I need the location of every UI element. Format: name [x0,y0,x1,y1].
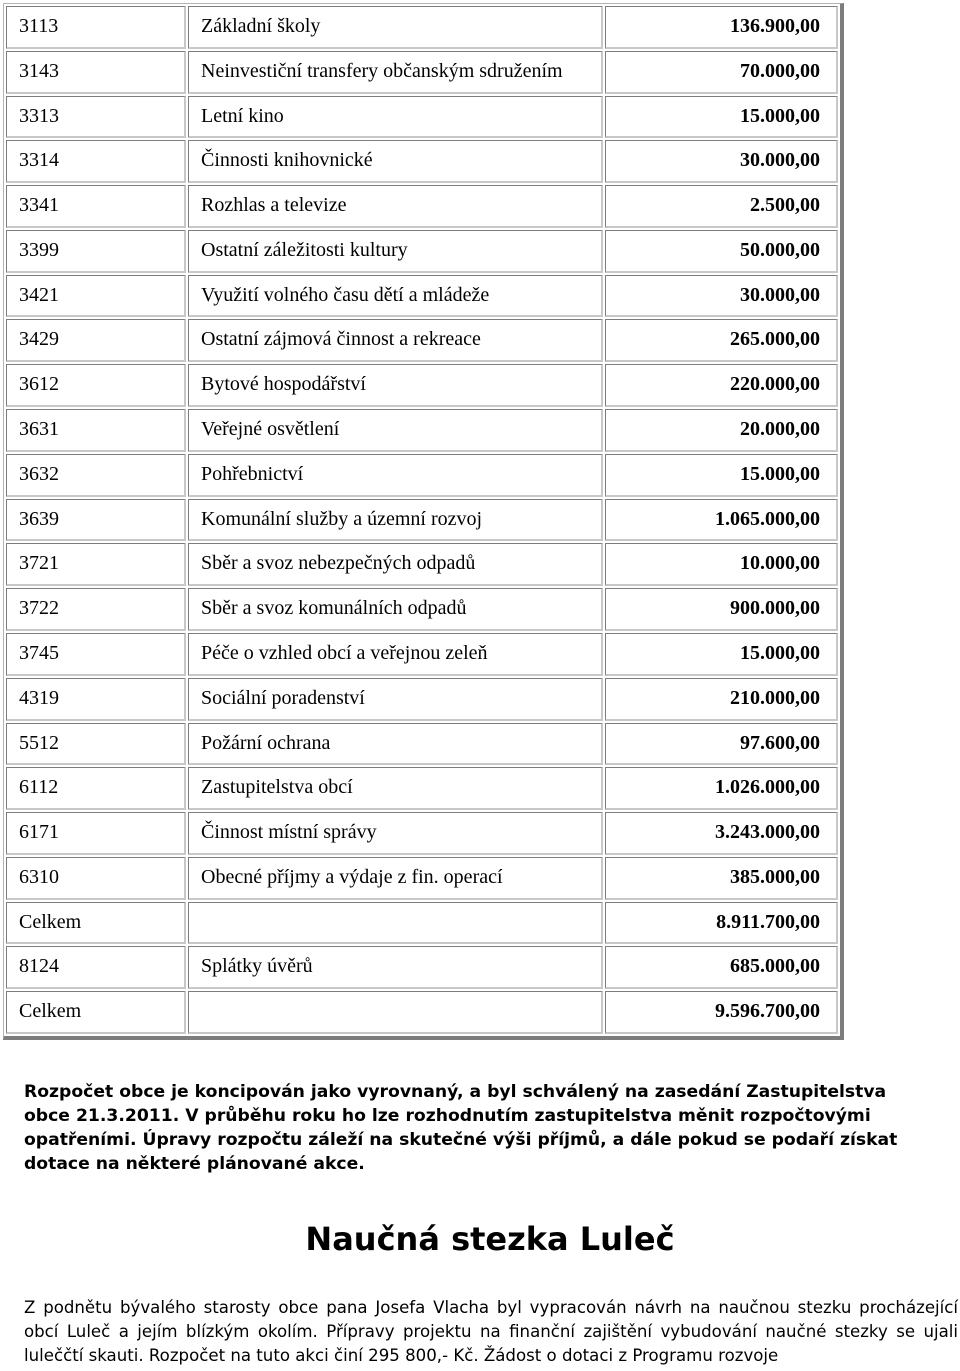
table-row [6,6,838,49]
row-name: Zastupitelstva obcí [188,767,603,810]
table-row [6,767,838,810]
table-row [6,454,838,497]
row-amount: 30.000,00 [605,275,838,318]
row-code: Celkem [6,902,186,945]
row-amount: 8.911.700,00 [605,902,838,945]
row-name: Komunální služby a územní rozvoj [188,499,603,542]
row-code: 3113 [6,6,186,49]
row-amount: 265.000,00 [605,319,838,362]
row-amount: 10.000,00 [605,543,838,586]
row-amount: 136.900,00 [605,6,838,49]
row-name: Využití volného času dětí a mládeže [188,275,603,318]
row-amount: 30.000,00 [605,140,838,183]
budget-note: Rozpočet obce je koncipován jako vyrovnaný, a byl schválený na zasedání Zastupitelstva obce 21.3.2011. V průběhu roku ho lze rozhodnutím zastupitelstva měnit rozpočtovými opatřeními. Úpravy rozpočtu záleží na skutečné výši příjmů, a dále pokud se podaří získat dotace na některé plánované akce. [24,1082,898,1174]
row-amount: 70.000,00 [605,51,838,94]
table-row [6,409,838,452]
row-name: Ostatní zájmová činnost a rekreace [188,319,603,362]
section-intro: Z podnětu bývalého starosty obce pana Josefa Vlacha byl vypracován návrh na naučnou stezku procházející obcí Luleč a jejím blízkým okolím. Přípravy projektu na finanční zajištění vybudování naučné stezky se ujali luleččtí skauti. Rozpočet na tuto akci činí 295 800,- Kč. Žádost o dotaci z Programu rozvoje [24,1298,958,1365]
row-code: 3313 [6,96,186,139]
row-code: 6112 [6,767,186,810]
row-name: Sběr a svoz komunálních odpadů [188,588,603,631]
row-name: Letní kino [188,96,603,139]
row-amount: 1.026.000,00 [605,767,838,810]
table-row [6,185,838,228]
table-row [6,543,838,586]
table-row [6,633,838,676]
row-code: 8124 [6,946,186,989]
row-code: 4319 [6,678,186,721]
table-row [6,812,838,855]
row-code: 3721 [6,543,186,586]
row-amount: 15.000,00 [605,633,838,676]
row-amount: 9.596.700,00 [605,991,838,1034]
row-name: Splátky úvěrů [188,946,603,989]
row-code: 3722 [6,588,186,631]
row-name: Pohřebnictví [188,454,603,497]
table-row [6,991,838,1034]
table-row [6,140,838,183]
row-amount: 220.000,00 [605,364,838,407]
row-code: 3314 [6,140,186,183]
row-code: 3429 [6,319,186,362]
row-code: 3639 [6,499,186,542]
row-code: 3399 [6,230,186,273]
row-name [188,902,603,945]
row-code: 3631 [6,409,186,452]
row-amount: 900.000,00 [605,588,838,631]
table-row [6,588,838,631]
row-amount: 15.000,00 [605,96,838,139]
row-amount: 3.243.000,00 [605,812,838,855]
row-amount: 685.000,00 [605,946,838,989]
budget-table [3,3,844,1040]
row-name: Veřejné osvětlení [188,409,603,452]
row-code: 3143 [6,51,186,94]
row-name: Péče o vzhled obcí a veřejnou zeleň [188,633,603,676]
row-name: Činnost místní správy [188,812,603,855]
row-name: Činnosti knihovnické [188,140,603,183]
row-code: 3612 [6,364,186,407]
row-code: 3341 [6,185,186,228]
row-amount: 210.000,00 [605,678,838,721]
row-name: Ostatní záležitosti kultury [188,230,603,273]
table-row [6,51,838,94]
row-code: Celkem [6,991,186,1034]
row-name: Požární ochrana [188,723,603,766]
table-row [6,902,838,945]
row-code: 3421 [6,275,186,318]
row-amount: 50.000,00 [605,230,838,273]
budget-table-body [6,6,838,1034]
row-amount: 97.600,00 [605,723,838,766]
row-amount: 15.000,00 [605,454,838,497]
table-row [6,499,838,542]
row-code: 3745 [6,633,186,676]
row-code: 6171 [6,812,186,855]
row-amount: 20.000,00 [605,409,838,452]
table-row [6,723,838,766]
table-row [6,230,838,273]
section-heading: Naučná stezka Luleč [305,1220,675,1258]
row-name: Sběr a svoz nebezpečných odpadů [188,543,603,586]
row-amount: 2.500,00 [605,185,838,228]
row-code: 3632 [6,454,186,497]
table-row [6,678,838,721]
table-row [6,96,838,139]
row-name: Obecné příjmy a výdaje z fin. operací [188,857,603,900]
row-amount: 1.065.000,00 [605,499,838,542]
table-row [6,275,838,318]
row-code: 6310 [6,857,186,900]
table-row [6,319,838,362]
row-name: Neinvestiční transfery občanským sdružením [188,51,603,94]
table-row [6,946,838,989]
row-code: 5512 [6,723,186,766]
row-name: Rozhlas a televize [188,185,603,228]
row-name: Základní školy [188,6,603,49]
row-name [188,991,603,1034]
row-amount: 385.000,00 [605,857,838,900]
table-row [6,857,838,900]
row-name: Bytové hospodářství [188,364,603,407]
row-name: Sociální poradenství [188,678,603,721]
table-row [6,364,838,407]
